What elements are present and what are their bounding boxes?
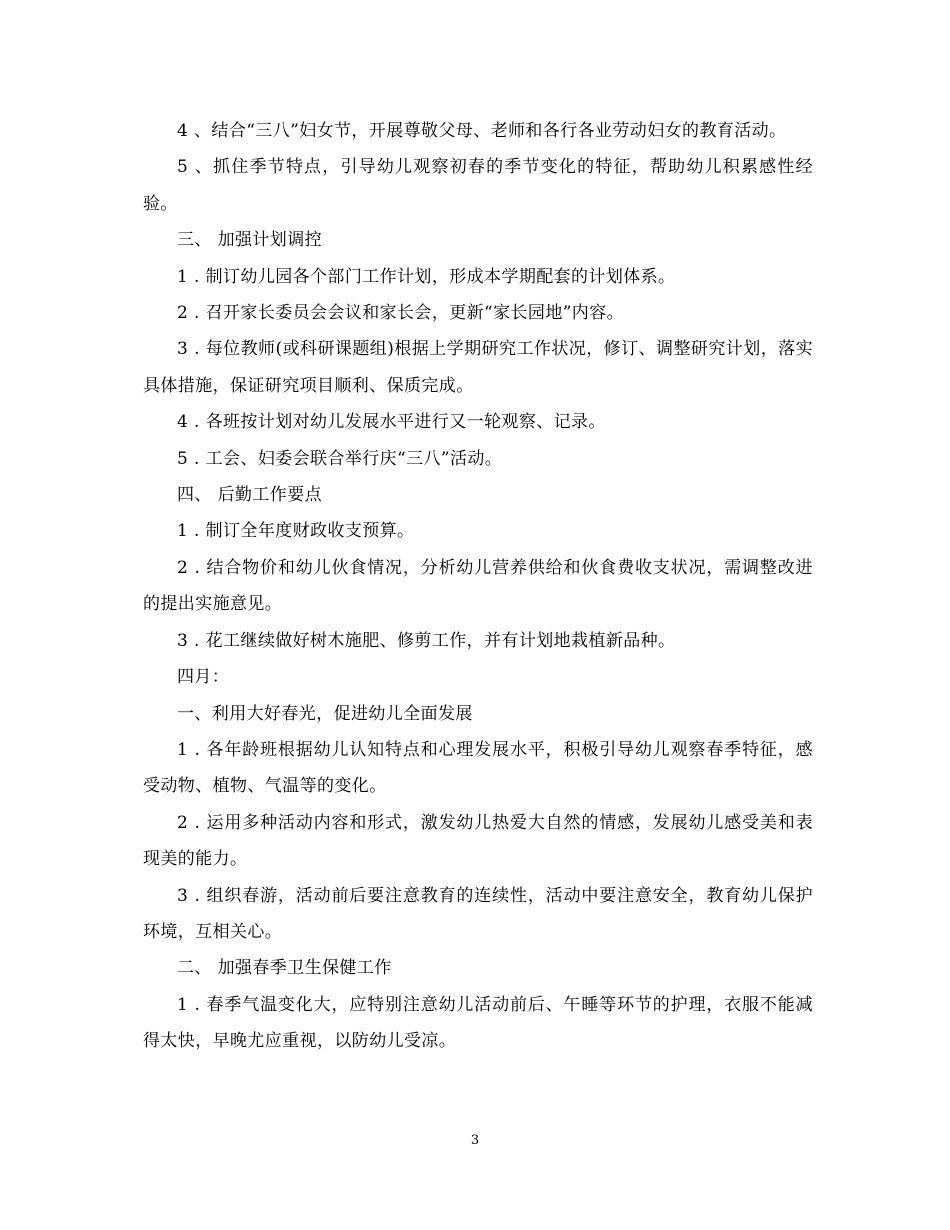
document-body bbox=[143, 113, 813, 1060]
paragraph: 3 . 组织春游，活动前后要注意教育的连续性，活动中要注意安全，教育幼儿保护环境，互相关心。 bbox=[143, 885, 813, 942]
paragraph: 4 . 各班按计划对幼儿发展水平进行又一轮观察、记录。 bbox=[177, 412, 606, 433]
paragraph: 1 . 春季气温变化大，应特别注意幼儿活动前后、午睡等环节的护理，衣服不能减得太快，早晚尤应重视，以防幼儿受凉。 bbox=[143, 994, 813, 1052]
section-heading: 二、 加强春季卫生保健工作 bbox=[177, 958, 392, 979]
section-heading: 三、 加强计划调控 bbox=[177, 230, 323, 251]
paragraph: 5 . 工会、妇委会联合举行庆“三八”活动。 bbox=[177, 448, 503, 469]
month-heading: 四月： bbox=[177, 667, 230, 688]
paragraph: 2 . 运用多种活动内容和形式，激发幼儿热爱大自然的情感，发展幼儿感受美和表现美的能力。 bbox=[143, 812, 813, 870]
paragraph: 1 . 各年龄班根据幼儿认知特点和心理发展水平，积极引导幼儿观察春季特征，感受动物、植物、气温等的变化。 bbox=[143, 739, 813, 797]
section-heading: 一、利用大好春光，促进幼儿全面发展 bbox=[177, 703, 473, 724]
paragraph: 1 . 制订全年度财政收支预算。 bbox=[177, 521, 415, 542]
paragraph: 2 . 召开家长委员会会议和家长会，更新“家长园地”内容。 bbox=[177, 303, 625, 324]
paragraph: 3 . 每位教师(或科研课题组)根据上学期研究工作状况，修订、调整研究计划，落实具体措施，保证研究项目顺利、保质完成。 bbox=[143, 339, 813, 396]
section-heading: 四、 后勤工作要点 bbox=[177, 485, 323, 506]
page-number: 3 bbox=[470, 1133, 480, 1148]
paragraph: 5 、抓住季节特点，引导幼儿观察初春的季节变化的特征，帮助幼儿积累感性经验。 bbox=[143, 157, 813, 214]
paragraph: 1 . 制订幼儿园各个部门工作计划，形成本学期配套的计划体系。 bbox=[177, 266, 676, 287]
paragraph: 3 . 花工继续做好树木施肥、修剪工作，并有计划地栽植新品种。 bbox=[177, 630, 676, 651]
paragraph: 4 、结合“三八”妇女节，开展尊敬父母、老师和各行各业劳动妇女的教育活动。 bbox=[177, 121, 787, 141]
paragraph: 2 . 结合物价和幼儿伙食情况，分析幼儿营养供给和伙食费收支状况，需调整改进的提出实施意见。 bbox=[143, 557, 813, 615]
